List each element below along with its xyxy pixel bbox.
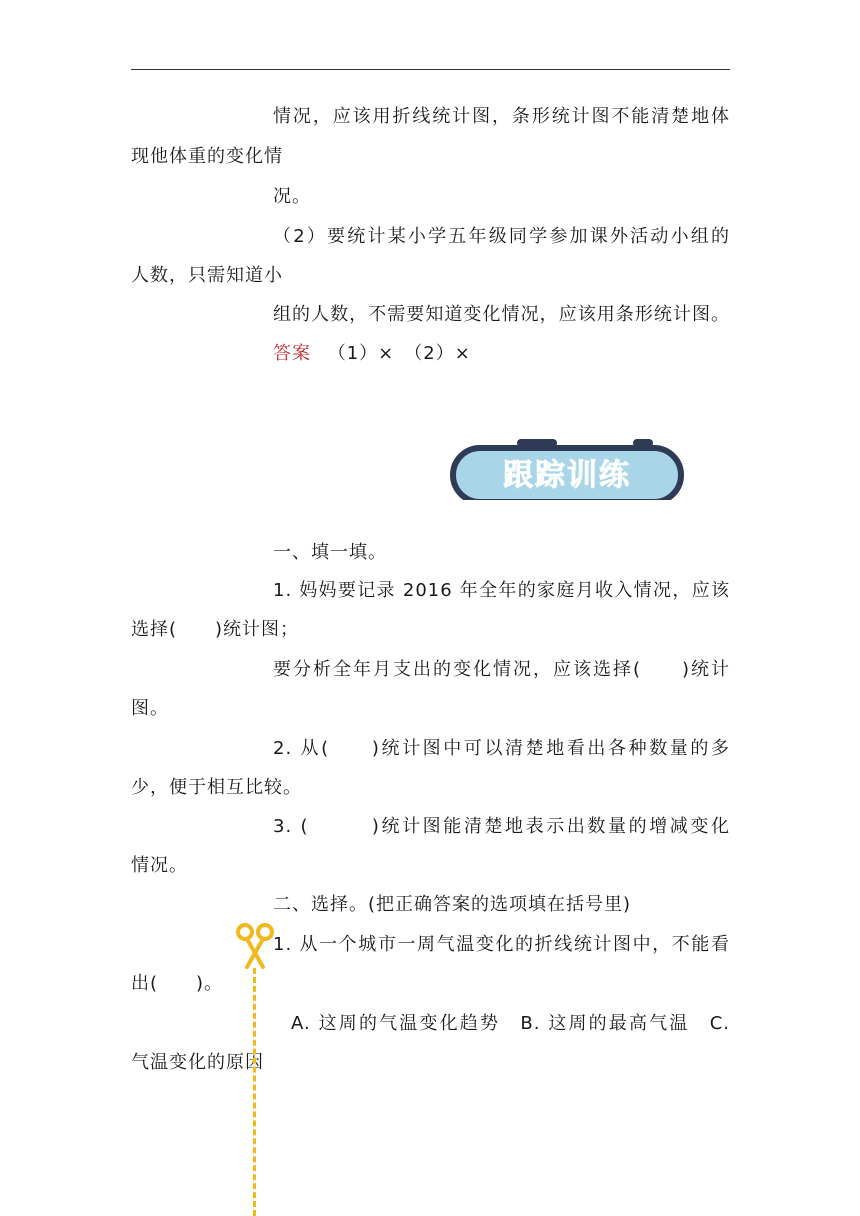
- explanation-line-3: 况。: [273, 186, 311, 207]
- answer-value: （1）× （2）×: [327, 343, 471, 364]
- section2-q1-line1: 1. 从一个城市一周气温变化的折线统计图中，不能看: [273, 934, 730, 955]
- section1-q3-line2: 情况。: [131, 855, 188, 876]
- answer-line: [273, 342, 471, 366]
- explanation-line-5: 人数，只需知道小: [131, 265, 283, 286]
- banner-text: 跟踪训练: [503, 458, 631, 493]
- section1-q1-line3: 要分析全年月支出的变化情况，应该选择( )统计: [273, 659, 730, 680]
- explanation-line-1: 情况，应该用折线统计图，条形统计图不能清楚地体: [273, 106, 730, 127]
- header-rule: [131, 69, 730, 70]
- explanation-line-2: 现他体重的变化情: [131, 146, 283, 167]
- tracking-practice-banner: [447, 436, 687, 506]
- explanation-line-4: （2）要统计某小学五年级同学参加课外活动小组的: [273, 226, 730, 247]
- section2-q1-options-line1: A. 这周的气温变化趋势 B. 这周的最高气温 C.: [291, 1013, 730, 1034]
- section1-q3-line1: 3. ( )统计图能清楚地表示出数量的增减变化: [273, 816, 730, 837]
- section2-q1-options-line2: 气温变化的原因: [131, 1052, 264, 1073]
- section1-q2-line2: 少，便于相互比较。: [131, 777, 302, 798]
- section2-q1-line2: 出( )。: [131, 973, 224, 994]
- cut-line: [253, 968, 256, 1216]
- section1-q2-line1: 2. 从( )统计图中可以清楚地看出各种数量的多: [273, 738, 730, 759]
- section1-q1-line2: 选择( )统计图；: [131, 619, 300, 640]
- explanation-line-6: 组的人数，不需要知道变化情况，应该用条形统计图。: [273, 304, 730, 325]
- section1-q1-line4: 图。: [131, 698, 169, 719]
- scissors-icon: [235, 923, 275, 971]
- section1-q1-line1: 1. 妈妈要记录 2016 年全年的家庭月收入情况，应该: [273, 580, 730, 601]
- section2-heading: 二、选择。(把正确答案的选项填在括号里): [273, 894, 632, 915]
- answer-label: 答案: [273, 343, 311, 364]
- section1-heading: 一、填一填。: [273, 542, 387, 563]
